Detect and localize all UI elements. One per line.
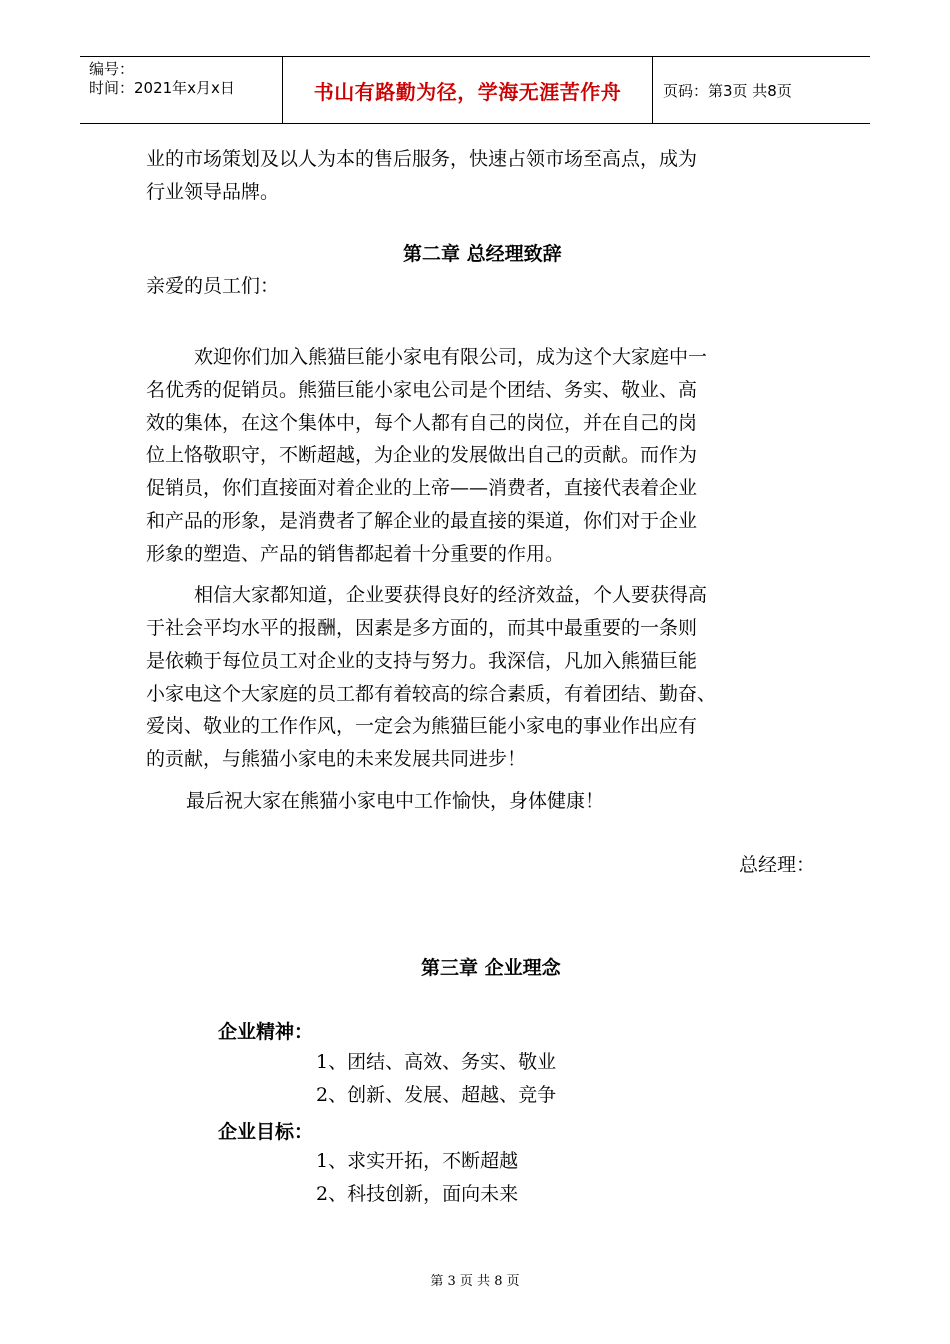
- body-line: 是依赖于每位员工对企业的支持与努力。我深信，凡加入熊猫巨能: [146, 650, 698, 672]
- closing-line: 最后祝大家在熊猫小家电中工作愉快，身体健康！: [186, 790, 605, 812]
- body-line: 位上恪敬职守，不断超越，为企业的发展做出自己的贡献。而作为: [146, 444, 698, 466]
- body-line: 业的市场策划及以人为本的售后服务，快速占领市场至高点，成为: [146, 148, 698, 170]
- chapter-2-title: 第二章 总经理致辞: [403, 243, 562, 265]
- body-line: 形象的塑造、产品的销售都起着十分重要的作用。: [146, 543, 565, 565]
- body-line: 欢迎你们加入熊猫巨能小家电有限公司，成为这个大家庭中一: [194, 346, 708, 368]
- header-page-info: 页码：第3页 共8页: [663, 81, 792, 100]
- header-motto: 书山有路勤为径，学海无涯苦作舟: [283, 57, 653, 123]
- body-line: 小家电这个大家庭的员工都有着较高的综合素质，有着团结、勤奋、: [146, 683, 717, 705]
- header-meta: [80, 57, 283, 123]
- document-date: 时间：2021年x月x日: [89, 79, 235, 97]
- body-line: 和产品的形象，是消费者了解企业的最直接的渠道，你们对于企业: [146, 510, 698, 532]
- body-line: 于社会平均水平的报酬，因素是多方面的，而其中最重要的一条则: [146, 617, 698, 639]
- chapter-3-title: 第三章 企业理念: [421, 957, 561, 979]
- document-number: 编号：: [89, 60, 135, 78]
- spirit-label: 企业精神：: [218, 1021, 314, 1043]
- body-line: 爱岗、敬业的工作作风，一定会为熊猫巨能小家电的事业作出应有: [146, 715, 698, 737]
- greeting: 亲爱的员工们：: [146, 275, 280, 297]
- page-header: [80, 56, 870, 124]
- body-line: 相信大家都知道，企业要获得良好的经济效益，个人要获得高: [194, 584, 708, 606]
- body-line: 效的集体，在这个集体中，每个人都有自己的岗位，并在自己的岗: [146, 412, 698, 434]
- list-item: 2、科技创新，面向未来: [316, 1183, 519, 1205]
- body-line: 促销员，你们直接面对着企业的上帝——消费者，直接代表着企业: [146, 477, 698, 499]
- goal-label: 企业目标：: [218, 1121, 314, 1143]
- body-line: 名优秀的促销员。熊猫巨能小家电公司是个团结、务实、敬业、高: [146, 379, 698, 401]
- list-item: 2、创新、发展、超越、竞争: [316, 1084, 557, 1106]
- list-item: 1、团结、高效、务实、敬业: [316, 1051, 557, 1073]
- list-item: 1、求实开拓，不断超越: [316, 1150, 519, 1172]
- page-footer: 第 3 页 共 8 页: [430, 1274, 520, 1289]
- body-line: 的贡献，与熊猫小家电的未来发展共同进步！: [146, 748, 527, 770]
- signature: 总经理：: [739, 854, 816, 876]
- body-line: 行业领导品牌。: [146, 181, 280, 203]
